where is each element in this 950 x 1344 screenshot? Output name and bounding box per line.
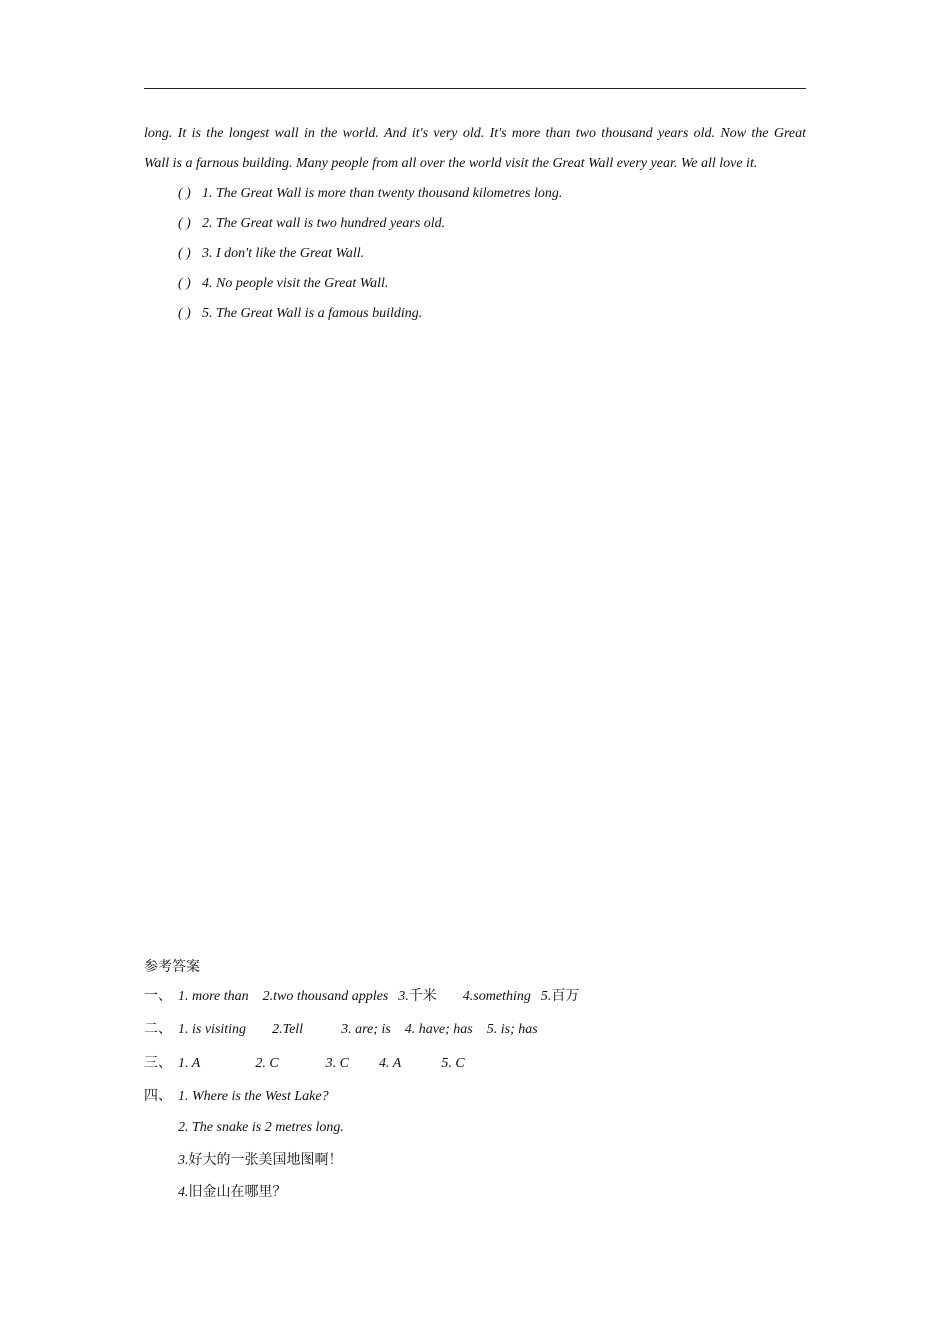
answer-section-4 — [144, 1086, 329, 1107]
section-number: 四、 — [144, 1088, 172, 1104]
question-2 — [178, 215, 445, 233]
header-rule — [144, 88, 806, 89]
answer-item-num: 3. — [398, 989, 409, 1004]
passage-line-1: long. It is the longest wall in the world. And it's very old. It's more than two thousand years old. Now the Great — [144, 126, 806, 141]
answer-item: 1. A — [178, 1056, 201, 1071]
answer-blank: ( ) — [178, 216, 191, 231]
answer-blank: ( ) — [178, 246, 191, 261]
answer-blank: ( ) — [178, 186, 191, 201]
question-5 — [178, 305, 422, 323]
question-text: 1. The Great Wall is more than twenty thousand kilometres long. — [202, 186, 563, 201]
answer-item-cn: 好大的一张美国地图啊！ — [188, 1152, 343, 1168]
section-number: 三、 — [144, 1055, 172, 1071]
answer-item-num: 3. — [178, 1153, 189, 1168]
section-number: 二、 — [144, 1021, 172, 1037]
answer-item-cn: 千米 — [408, 988, 437, 1004]
answer-item-num: 4. — [178, 1185, 189, 1200]
answer-item-cn: 旧金山在哪里？ — [188, 1184, 287, 1200]
answer-item: 1. is visiting — [178, 1022, 247, 1037]
answer-item: 4. A — [379, 1056, 402, 1071]
answer-item: 4. have; has — [404, 1022, 473, 1037]
answer-section-3 — [144, 1053, 465, 1074]
question-text: 4. No people visit the Great Wall. — [202, 276, 389, 291]
question-text: 3. I don't like the Great Wall. — [202, 246, 365, 261]
answer-item-num: 5. — [540, 989, 552, 1004]
question-3 — [178, 245, 364, 263]
answer-section-4-item-4 — [178, 1182, 287, 1203]
section-number: 一、 — [144, 988, 172, 1004]
answer-blank: ( ) — [178, 306, 191, 321]
answer-item: 2.Tell — [272, 1022, 304, 1037]
question-text: 5. The Great Wall is a famous building. — [202, 306, 423, 321]
answer-item: 3. C — [325, 1056, 349, 1071]
answer-section-4-item-2: 2. The snake is 2 metres long. — [178, 1120, 344, 1135]
answer-item: 4.something — [462, 989, 531, 1004]
answer-section-4-item-3 — [178, 1150, 343, 1171]
answer-item: 2. C — [255, 1056, 279, 1071]
question-text: 2. The Great wall is two hundred years old. — [202, 216, 446, 231]
answer-item: 5. C — [441, 1056, 465, 1071]
passage-line-2: Wall is a farnous building. Many people from all over the world visit the Great Wall every year. We all love it. — [144, 156, 758, 171]
question-4 — [178, 275, 388, 293]
question-1 — [178, 185, 562, 203]
answer-item: 3. are; is — [341, 1022, 391, 1037]
answer-blank: ( ) — [178, 276, 191, 291]
answer-item: 1. more than — [178, 989, 249, 1004]
answer-item: 2.two thousand apples — [262, 989, 389, 1004]
answer-section-2 — [144, 1019, 538, 1040]
answer-item-cn: 百万 — [551, 988, 580, 1004]
answer-key-title: 参考答案 — [144, 959, 200, 975]
answer-section-1 — [144, 986, 579, 1007]
answer-item: 1. Where is the West Lake? — [178, 1089, 329, 1104]
answer-item: 5. is; has — [486, 1022, 538, 1037]
